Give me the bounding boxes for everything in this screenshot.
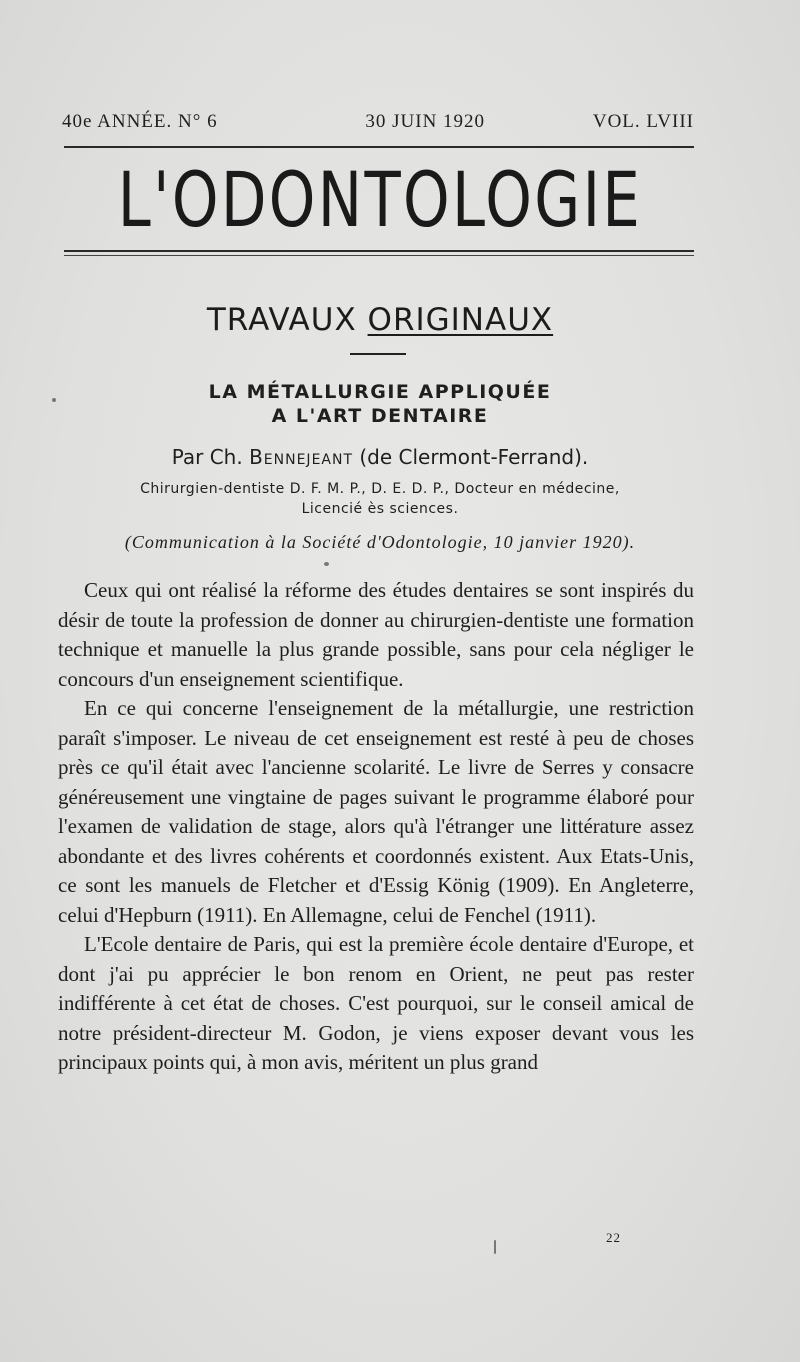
- credentials-line2: Licencié ès sciences.: [301, 501, 459, 517]
- section-heading-word1: TRAVAUX: [206, 302, 357, 338]
- journal-title: L'ODONTOLOGIE: [117, 155, 643, 244]
- page-number: 22: [606, 1230, 621, 1245]
- title-rule-thick: [64, 250, 694, 252]
- paragraph-2: En ce qui concerne l'enseignement de la métallurgie, une restriction paraît s'imposer. Le niveau de cet enseignement est resté à peu de choses près ce qu'il était avec l'ancienne scolarité. Le livre de Serres y consacre généreusement une vingtaine de pages suivant le programme élaboré pour l'examen de validation de stage, alors qu'à l'étranger une littérature assez abondante et des livres cohérents et coordonnés existent. Aux Etats-Unis, ce sont les manuels de Fletcher et d'Essig König (1909). En Angleterre, celui d'Hepburn (1911). En Allemagne, celui de Fenchel (1911).: [58, 696, 694, 927]
- paper-speck: [52, 398, 56, 402]
- article-title-line1: LA MÉTALLURGIE APPLIQUÉE: [208, 381, 552, 403]
- section-heading: [0, 302, 760, 338]
- issue-number: 40e ANNÉE. N° 6: [62, 111, 218, 132]
- paragraph-3: L'Ecole dentaire de Paris, qui est la première école dentaire d'Europe, et dont j'ai pu apprécier le bon renom en Orient, ne peut pas rester indifférente à cet état de choses. C'est pourquoi, sur le conseil amical de notre président-directeur M. Godon, je viens exposer devant vous les principaux points qui, à mon avis, méritent un plus grand: [58, 932, 694, 1074]
- article-body: [58, 576, 694, 1078]
- title-rule-thin: [64, 255, 694, 256]
- volume-number: VOL. LVIII: [592, 111, 694, 132]
- paper-speck: [494, 1240, 496, 1254]
- author-credentials: [60, 479, 700, 519]
- section-divider: [350, 353, 406, 355]
- credentials-line1: Chirurgien-dentiste D. F. M. P., D. E. D. P., Docteur en médecine,: [140, 481, 620, 497]
- running-header: [62, 111, 694, 133]
- communication-note: (Communication à la Société d'Odontologie, 10 janvier 1920).: [124, 532, 636, 552]
- byline-affiliation: (de Clermont-Ferrand).: [359, 445, 589, 469]
- header-rule: [64, 146, 694, 148]
- issue-date: 30 JUIN 1920: [365, 111, 486, 132]
- byline: [0, 445, 760, 469]
- paragraph-1: Ceux qui ont réalisé la réforme des études dentaires se sont inspirés du désir de toute la profession de donner au chirurgien-dentiste une formation technique et manuelle la plus grande possible, sans pour cela négliger le concours d'un enseignement scientifique.: [58, 578, 694, 691]
- paper-speck: [324, 562, 329, 566]
- author-name: Bennejeant: [249, 445, 354, 469]
- article-title: [0, 380, 760, 428]
- article-title-line2: A L'ART DENTAIRE: [271, 405, 489, 427]
- byline-prefix: Par Ch.: [171, 445, 243, 469]
- section-heading-word2: ORIGINAUX: [367, 302, 554, 338]
